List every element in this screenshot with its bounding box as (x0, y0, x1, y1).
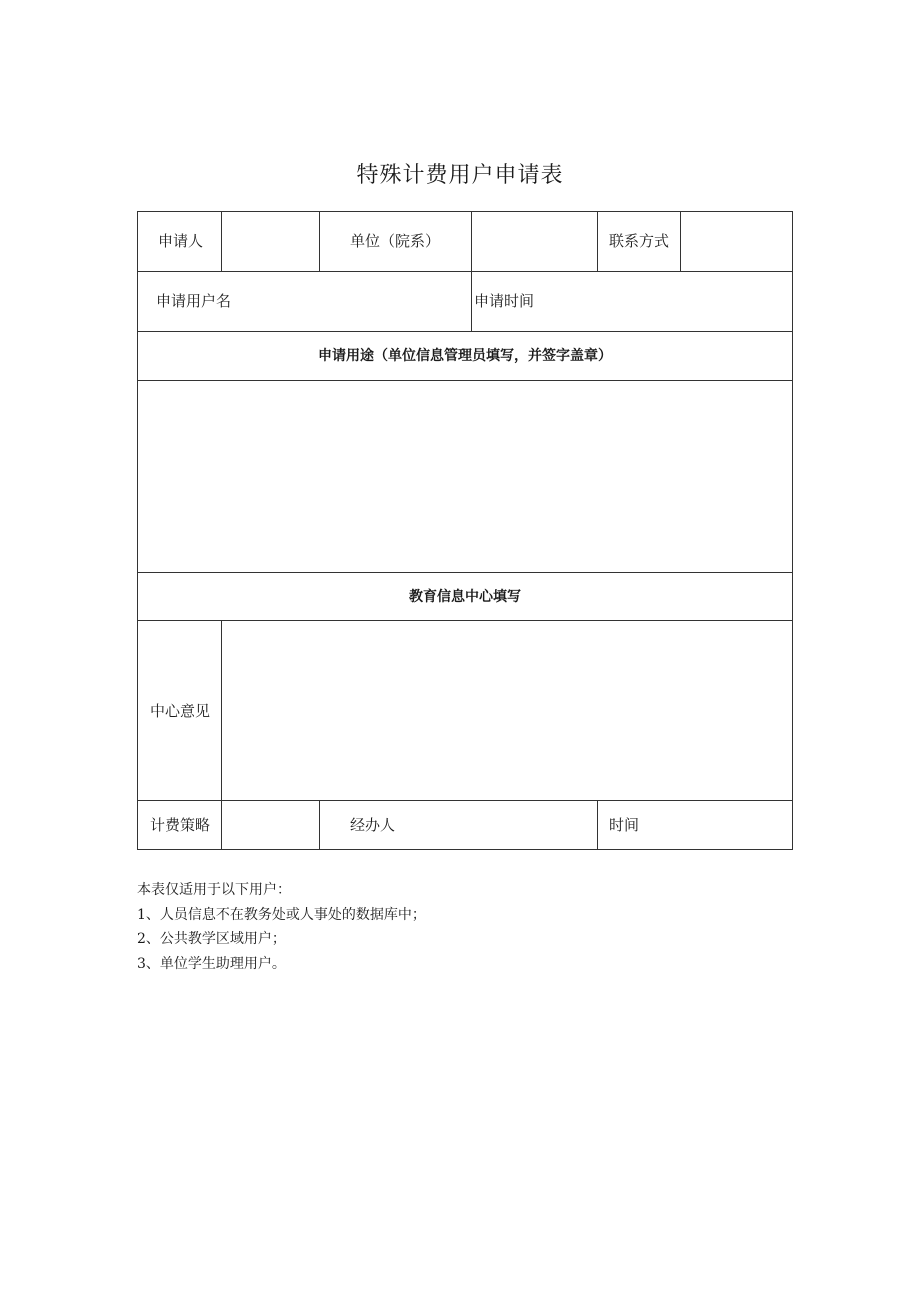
usage-notes (137, 878, 426, 976)
apply-time-label: 申请时间 (474, 292, 535, 310)
notes-item: 3、单位学生助理用户。 (137, 955, 286, 972)
application-form-table (137, 211, 793, 850)
center-header: 教育信息中心填写 (409, 589, 521, 605)
handler-label: 经办人 (350, 816, 396, 834)
applicant-field[interactable] (222, 212, 319, 271)
notes-item: 2、公共教学区域用户； (137, 931, 286, 947)
contact-label: 联系方式 (609, 232, 670, 250)
billing-strategy-field[interactable] (222, 801, 319, 849)
time-field[interactable] (658, 801, 792, 849)
purpose-field[interactable] (138, 381, 792, 572)
unit-label: 单位（院系） (350, 232, 441, 250)
apply-time-field[interactable] (548, 272, 792, 331)
row-divider (138, 572, 792, 573)
time-label: 时间 (609, 816, 640, 834)
row-divider (138, 331, 792, 332)
notes-item: 1、人员信息不在教务处或人事处的数据库中； (137, 906, 426, 923)
center-opinion-field[interactable] (222, 621, 792, 800)
unit-field[interactable] (472, 212, 597, 271)
col-divider (471, 271, 472, 331)
billing-strategy-label: 计费策略 (150, 816, 211, 834)
col-divider (597, 800, 598, 849)
handler-field[interactable] (408, 801, 597, 849)
applicant-label: 申请人 (158, 232, 204, 250)
username-label: 申请用户名 (156, 292, 232, 310)
notes-intro: 本表仅适用于以下用户： (137, 882, 291, 898)
col-divider (597, 212, 598, 271)
form-title: 特殊计费用户申请表 (356, 163, 564, 188)
purpose-header: 申请用途（单位信息管理员填写，并签字盖章） (318, 348, 612, 364)
col-divider (319, 212, 320, 271)
col-divider (319, 800, 320, 849)
username-field[interactable] (248, 272, 470, 331)
contact-field[interactable] (681, 212, 792, 271)
center-opinion-label: 中心意见 (150, 702, 211, 720)
